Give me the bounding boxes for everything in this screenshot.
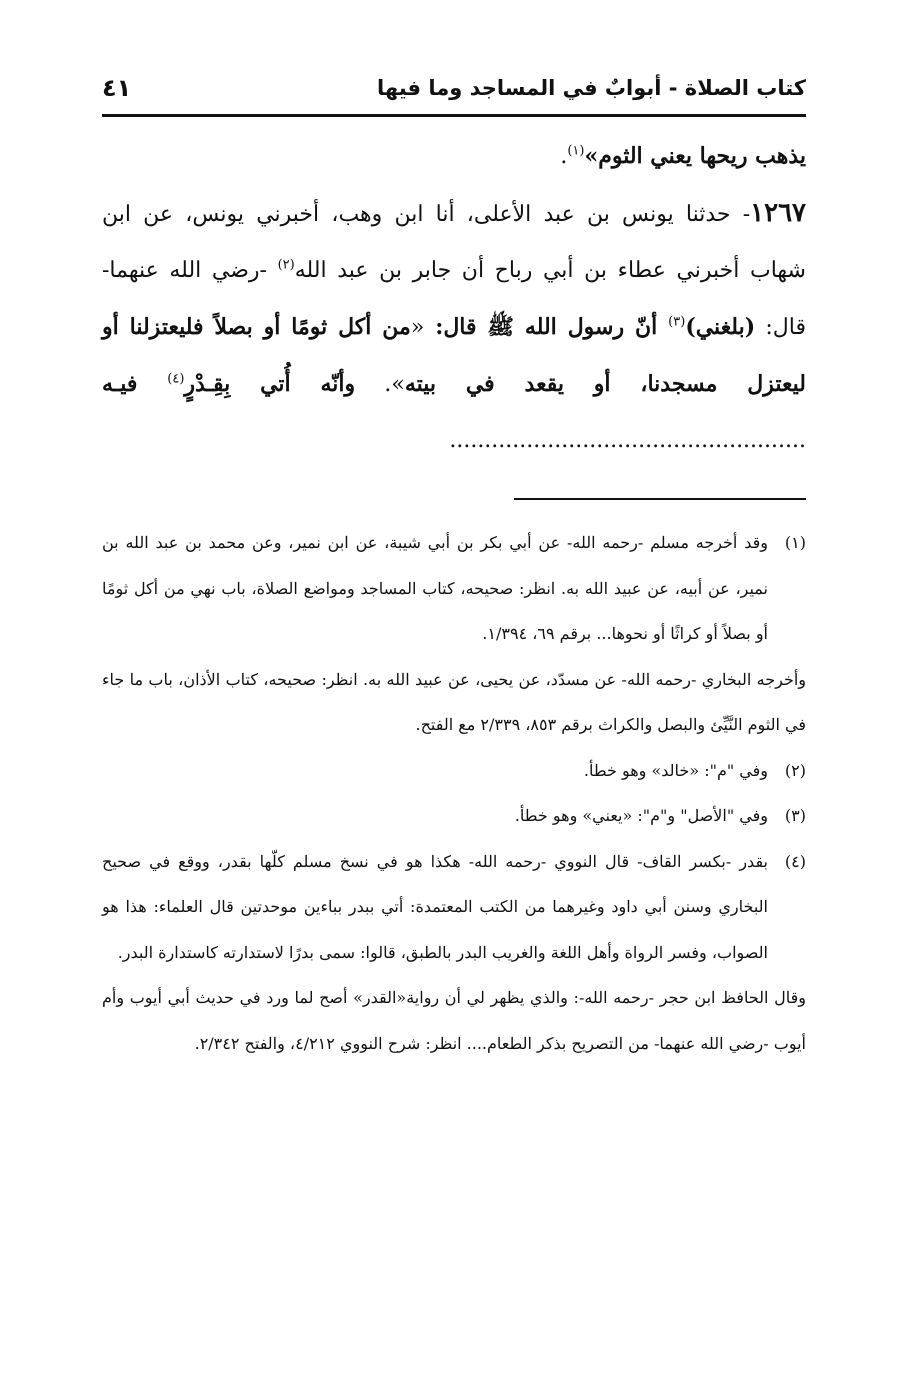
footnote-1 — [102, 520, 806, 657]
footnote-ref-1: (١) — [567, 143, 585, 159]
continuation-text: يذهب ريحها يعني الثوم» — [584, 143, 806, 169]
hadith-atiya: وأنّه أُتي بِقِـدْرٍ — [184, 371, 356, 397]
footnote-1-number: (١) — [784, 533, 806, 552]
continuation-period: . — [560, 144, 568, 169]
footnote-ref-3: (٣) — [668, 314, 686, 330]
hadith-fihi: فيـه — [102, 371, 168, 397]
footnote-1-continued — [102, 657, 806, 748]
footnote-4-number: (٤) — [784, 851, 806, 871]
footnote-4 — [102, 839, 806, 976]
footnote-ref-4: (٤) — [167, 371, 185, 387]
footnote-3-number: (٣) — [784, 806, 806, 825]
footnote-3 — [102, 793, 806, 839]
footnote-4-text: بقدر -بكسر القاف- قال النووي -رحمه الله- هكذا هو في نسخ مسلم كلّها بقدر، ووقع في صحيح البخاري وسنن أبي داود وغيرهما من الكتب المعتمدة: أتي ببدر بباءين موحدتين قال العلماء: هذا هو الصواب، وفسر الرواة وأهل اللغة والغريب البدر بالطبق، قالوا: سمى بدرًا لاستدارته كاستدارة البدر. — [102, 851, 768, 962]
footnote-rule — [514, 498, 806, 500]
quote-open: « — [410, 315, 425, 340]
footnotes — [102, 520, 806, 1066]
continuation-dots: ................................................... — [449, 428, 806, 453]
hadith-balaghani: (بلغني) — [685, 314, 756, 340]
hadith-isnad: - حدثنا يونس بن عبد الأعلى، أنا ابن وهب، أخبرني يونس، عن ابن شهاب أخبرني عطاء بن أبي رباح أن جابر بن عبد الله — [102, 202, 806, 283]
footnote-3-text: وفي "الأصل" و"م": «يعني» وهو خطأ. — [514, 806, 768, 825]
continuation-line — [102, 128, 806, 185]
hadith-paragraph — [102, 185, 806, 469]
hadith-anna: أنّ رسول الله ﷺ قال: — [424, 314, 669, 340]
footnote-1-continued-text: وأخرجه البخاري -رحمه الله- عن مسدّد، عن يحيى، عن عبيد الله به. انظر: صحيحه، كتاب الأذان، باب ما جاء في الثوم النَّيِّئ والبصل والكراث برقم ٨٥٣، ٢/٣٣٩ مع الفتح. — [102, 669, 806, 734]
footnote-ref-2: (٢) — [277, 257, 295, 273]
hadith-number: ١٢٦٧ — [750, 198, 806, 228]
running-header-title: كتاب الصلاة - أبوابٌ في المساجد وما فيها — [376, 76, 806, 100]
hadith-matn: من أكل ثومًا أو بصلاً فليعتزلنا أو ليعتزل مسجدنا، أو يقعد في بيته — [102, 314, 807, 397]
footnote-2 — [102, 748, 806, 794]
footnote-4-continued-text: وقال الحافظ ابن حجر -رحمه الله-: والذي يظهر لي أن رواية«القدر» أصح لما ورد في حديث أبي أيوب وأم أيوب -رضي الله عنهما- من التصريح بذكر الطعام.... انظر: شرح النووي ٤/٢١٢، والفتح ٢/٣٤٢. — [102, 988, 806, 1053]
hadith-narrator-note: -رضي الله عنهما- قال: — [102, 258, 806, 340]
footnote-4-continued — [102, 975, 806, 1066]
footnote-2-number: (٢) — [784, 760, 806, 780]
quote-close: ». — [355, 372, 405, 397]
header-rule — [102, 114, 806, 117]
page-number: ٤١ — [102, 74, 132, 102]
main-text — [102, 128, 806, 469]
running-header — [102, 64, 806, 112]
footnote-2-text: وفي "م": «خالد» وهو خطأ. — [583, 760, 768, 780]
footnote-1-text: وقد أخرجه مسلم -رحمه الله- عن أبي بكر بن أبي شيبة، عن ابن نمير، وعن محمد بن عبد الله بن نمير، عن أبيه، عن عبيد الله به. انظر: صحيحه، كتاب المساجد ومواضع الصلاة، باب نهي من أكل ثومًا أو بصلاً أو كراثًا أو نحوها... برقم ٦٩، ١/٣٩٤. — [102, 533, 768, 643]
